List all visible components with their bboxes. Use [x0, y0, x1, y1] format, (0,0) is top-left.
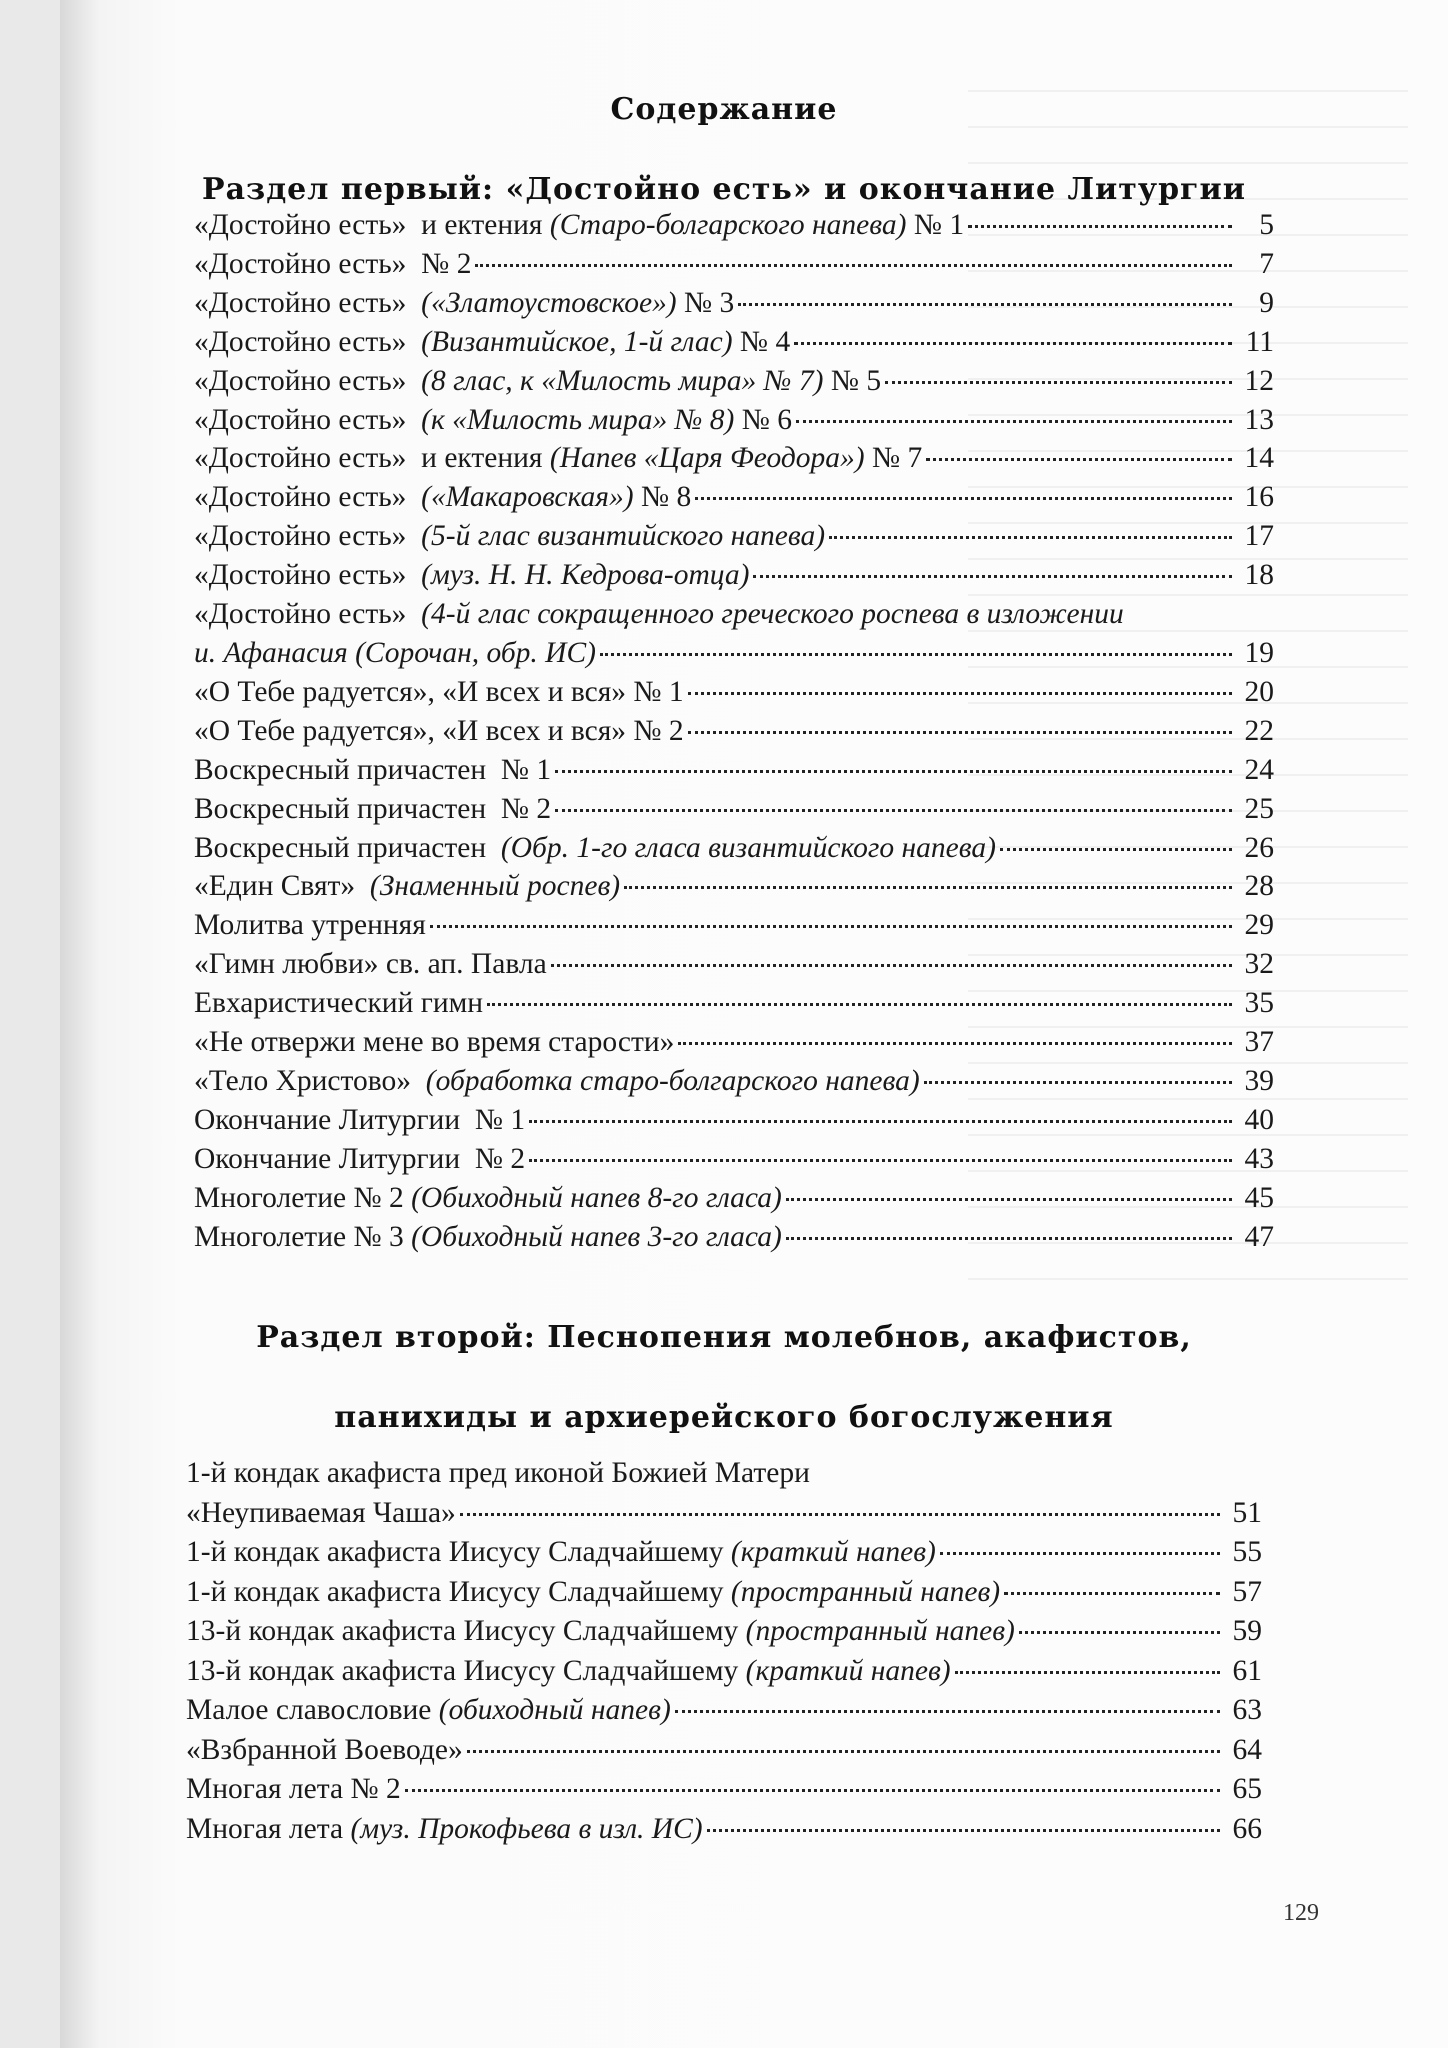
toc-entry	[186, 1731, 1262, 1771]
toc-entry-italic: (Знаменный роспев)	[369, 870, 621, 903]
toc-entry-page: 63	[1232, 1694, 1262, 1726]
section-2-heading-line-2: панихиды и архиерейского богослужения	[334, 1400, 1114, 1435]
toc-entry	[194, 790, 1274, 829]
toc-entry-text: Молитва утренняя	[194, 909, 426, 942]
toc-entry-title	[186, 1770, 401, 1810]
dot-leader	[1004, 1591, 1220, 1595]
toc-entry-page: 29	[1244, 909, 1274, 942]
toc-entry-italic: и. Афанасия (Сорочан, обр. ИС)	[194, 636, 596, 669]
toc-entry-page: 61	[1232, 1654, 1262, 1687]
dot-leader	[753, 574, 1232, 578]
toc-entry-page: 64	[1232, 1733, 1262, 1766]
dot-leader	[707, 1828, 1220, 1832]
dot-leader	[885, 380, 1232, 384]
toc-entry-page: 35	[1244, 987, 1274, 1020]
toc-entry-text: «Един Свят»	[194, 870, 370, 903]
dot-leader	[675, 1709, 1220, 1713]
toc-entry	[186, 1810, 1262, 1850]
toc-entry	[194, 556, 1274, 595]
toc-entry-italic: (обработка старо-болгарского напева)	[425, 1064, 920, 1097]
toc-entry-title	[186, 1454, 810, 1494]
toc-entry-title	[186, 1691, 671, 1731]
toc-entry-page: 43	[1244, 1142, 1274, 1175]
toc-entry-italic: (краткий напев)	[730, 1536, 936, 1568]
toc-entry-title	[194, 245, 471, 284]
toc-entry	[186, 1612, 1262, 1652]
toc-entry-text: «Не отвержи мене во время старости»	[194, 1026, 675, 1059]
page-number: 129	[1283, 1900, 1319, 1926]
toc-entry-text: «О Тебе радуется», «И всех и вся» № 1	[194, 675, 684, 708]
toc-entry-title	[194, 790, 551, 829]
toc-entry-text: «Неупиваемая Чаша»	[186, 1496, 456, 1529]
toc-entry-page: 51	[1232, 1496, 1262, 1529]
toc-entry-title	[194, 439, 922, 478]
toc-entry	[186, 1652, 1262, 1692]
toc-entry-italic: (Напев «Царя Феодора»)	[549, 442, 865, 475]
toc-entry-title	[194, 1179, 782, 1218]
toc-entry	[194, 323, 1274, 362]
toc-entry-title	[194, 323, 790, 362]
toc-entry-title	[186, 1573, 1000, 1613]
toc-entry-page: 26	[1244, 831, 1274, 864]
toc-entry-title	[186, 1494, 456, 1534]
toc-entry-number: № 3	[676, 286, 735, 319]
toc-entry-italic: («Макаровская»)	[421, 481, 634, 514]
toc-entry-text: «Достойно есть»	[194, 403, 422, 436]
toc-entry-title	[194, 1218, 782, 1257]
toc-entry-title	[194, 906, 426, 945]
toc-entry-page: 16	[1244, 481, 1274, 514]
dot-leader	[405, 1788, 1220, 1792]
toc-entry-text: 13-й кондак акафиста Иисусу Сладчайшему	[186, 1615, 746, 1647]
toc-entry-page: 66	[1232, 1812, 1262, 1845]
toc-entry	[194, 1179, 1274, 1218]
toc-entry-italic: (Обиходный напев 8-го гласа)	[411, 1181, 782, 1214]
toc-entry-page: 13	[1244, 403, 1274, 436]
toc-entry	[194, 1062, 1274, 1101]
toc-entry	[194, 829, 1274, 868]
section-1-toc	[194, 206, 1274, 1256]
toc-entry	[186, 1691, 1262, 1731]
dot-leader	[695, 496, 1232, 500]
toc-entry-text: 1-й кондак акафиста Иисусу Сладчайшему	[186, 1575, 731, 1608]
toc-entry	[194, 1218, 1274, 1257]
dot-leader	[968, 224, 1232, 228]
dot-leader	[1019, 1630, 1220, 1634]
toc-entry-title	[194, 206, 964, 245]
toc-entry-title	[186, 1810, 703, 1850]
toc-entry-italic: (Старо-болгарского напева)	[549, 209, 907, 241]
toc-entry	[194, 245, 1274, 284]
toc-entry-page: 5	[1259, 209, 1274, 241]
toc-entry-italic: (краткий напев)	[745, 1654, 951, 1687]
toc-entry-text: Воскресный причастен № 1	[194, 753, 552, 786]
toc-entry-title	[194, 1062, 920, 1101]
toc-entry-page: 55	[1232, 1536, 1262, 1568]
toc-entry	[194, 401, 1274, 440]
toc-entry	[186, 1454, 1262, 1494]
toc-entry-page: 45	[1244, 1181, 1274, 1214]
dot-leader	[786, 1197, 1232, 1201]
toc-entry	[194, 634, 1274, 673]
section-2-heading-line-1: Раздел второй: Песнопения молебнов, акафистов,	[256, 1320, 1192, 1355]
toc-entry	[194, 867, 1274, 906]
toc-entry-text: Окончание Литургии № 2	[194, 1142, 526, 1175]
toc-entry-title	[186, 1533, 936, 1573]
toc-entry-number: № 1	[906, 209, 965, 241]
toc-entry-page: 17	[1244, 520, 1274, 553]
dot-leader	[529, 1158, 1232, 1162]
toc-entry-title	[194, 1101, 525, 1140]
toc-entry-italic: (Обиходный напев 3-го гласа)	[411, 1220, 782, 1253]
toc-entry-page: 39	[1244, 1064, 1274, 1097]
toc-entry	[194, 751, 1274, 790]
toc-entry-page: 24	[1244, 753, 1274, 786]
dot-leader	[738, 302, 1232, 306]
toc-entry-text: Воскресный причастен № 2	[194, 792, 552, 825]
toc-entry-text: «Достойно есть» № 2	[194, 247, 472, 280]
toc-entry-page: 20	[1244, 675, 1274, 708]
toc-entry-page: 37	[1244, 1026, 1274, 1059]
toc-entry-title	[194, 1023, 674, 1062]
toc-entry-text: Многолетие № 3	[194, 1220, 412, 1253]
toc-entry	[194, 595, 1274, 634]
toc-entry-number: № 7	[864, 442, 923, 475]
toc-entry-text: «Гимн любви» св. ап. Павла	[194, 948, 547, 981]
toc-entry-page: 32	[1244, 948, 1274, 981]
dot-leader	[555, 808, 1232, 812]
toc-entry-text: 1-й кондак акафиста Иисусу Сладчайшему	[186, 1536, 731, 1568]
section-2-toc	[186, 1454, 1262, 1849]
toc-entry-title	[194, 595, 1124, 634]
toc-entry-number: № 4	[732, 325, 791, 358]
toc-entry	[194, 1101, 1274, 1140]
toc-entry-page: 28	[1244, 870, 1274, 903]
toc-entry-italic: (4-й глас сокращенного греческого роспева в изложении	[421, 598, 1124, 631]
toc-entry	[194, 712, 1274, 751]
dot-leader	[955, 1670, 1220, 1674]
toc-entry-text: «О Тебе радуется», «И всех и вся» № 2	[194, 714, 684, 747]
toc-entry-title	[186, 1652, 951, 1692]
toc-entry-title	[194, 945, 547, 984]
dot-leader	[796, 419, 1232, 423]
dot-leader	[678, 1041, 1232, 1045]
toc-entry-text: «Достойно есть» и ектения	[194, 442, 550, 475]
toc-entry	[194, 362, 1274, 401]
toc-entry-text: «Достойно есть»	[194, 325, 422, 358]
dot-leader	[688, 730, 1232, 734]
toc-entry-italic: («Златоустовское»)	[421, 286, 677, 319]
toc-entry	[194, 439, 1274, 478]
toc-entry	[194, 284, 1274, 323]
toc-entry-page: 25	[1244, 792, 1274, 825]
toc-entry	[194, 1140, 1274, 1179]
toc-entry-italic: (8 глас, к «Милость мира» № 7)	[421, 364, 824, 397]
dot-leader	[551, 963, 1232, 967]
toc-entry-number: № 5	[823, 364, 882, 397]
toc-entry	[194, 206, 1274, 245]
toc-entry-page: 12	[1244, 364, 1274, 397]
toc-entry-text: Многая лета	[186, 1812, 351, 1845]
toc-entry-text: «Достойно есть»	[194, 598, 422, 631]
toc-entry-number: № 6	[734, 403, 793, 436]
dot-leader	[555, 769, 1232, 773]
toc-entry-italic: (пространный напев)	[730, 1575, 1001, 1608]
toc-entry-title	[194, 984, 483, 1023]
dot-leader	[688, 691, 1232, 695]
toc-entry-page: 40	[1244, 1103, 1274, 1136]
toc-entry-italic: (Обр. 1-го гласа византийского напева)	[500, 831, 996, 864]
toc-entry-text: «Достойно есть»	[194, 520, 422, 553]
toc-entry-title	[194, 634, 596, 673]
toc-entry-title	[194, 829, 996, 868]
dot-leader	[600, 652, 1232, 656]
toc-entry-title	[186, 1612, 1015, 1652]
toc-entry-page: 59	[1232, 1615, 1262, 1647]
toc-entry-italic: (5-й глас византийского напева)	[421, 520, 826, 553]
toc-entry	[194, 673, 1274, 712]
toc-entry-title	[194, 712, 684, 751]
toc-entry-text: 1-й кондак акафиста пред иконой Божией Матери	[186, 1457, 810, 1489]
dot-leader	[829, 535, 1232, 539]
toc-entry-text: «Достойно есть» и ектения	[194, 209, 550, 241]
dot-leader	[487, 1002, 1232, 1006]
toc-entry-title	[194, 751, 551, 790]
toc-entry-text: Многая лета № 2	[186, 1773, 401, 1805]
toc-entry	[194, 1023, 1274, 1062]
toc-entry-text: Многолетие № 2	[194, 1181, 412, 1214]
dot-leader	[624, 885, 1232, 889]
toc-entry-text: «Достойно есть»	[194, 364, 422, 397]
toc-entry-title	[194, 284, 734, 323]
dot-leader	[924, 1080, 1232, 1084]
toc-entry	[186, 1533, 1262, 1573]
toc-entry-page: 19	[1244, 636, 1274, 669]
toc-entry	[186, 1573, 1262, 1613]
toc-entry	[194, 945, 1274, 984]
toc-entry-text: «Достойно есть»	[194, 559, 422, 592]
toc-entry-page: 11	[1245, 325, 1274, 358]
toc-entry-title	[194, 478, 691, 517]
toc-entry-text: «Достойно есть»	[194, 481, 422, 514]
dot-leader	[1000, 847, 1232, 851]
toc-entry-italic: (муз. Н. Н. Кедрова-отца)	[421, 559, 750, 592]
toc-entry-italic: (к «Милость мира» № 8)	[421, 403, 735, 436]
toc-entry-text: Малое славословие	[186, 1694, 439, 1726]
toc-entry-text: Окончание Литургии № 1	[194, 1103, 526, 1136]
toc-entry-text: «Тело Христово»	[194, 1064, 426, 1097]
dot-leader	[460, 1512, 1220, 1516]
toc-entry-title	[194, 517, 825, 556]
toc-entry-title	[194, 867, 620, 906]
toc-entry-page: 9	[1259, 286, 1274, 319]
dot-leader	[430, 924, 1232, 928]
toc-entry-title	[194, 673, 684, 712]
toc-entry-title	[194, 401, 792, 440]
toc-entry-italic: (муз. Прокофьева в изл. ИС)	[350, 1812, 703, 1845]
toc-entry-page: 57	[1232, 1575, 1262, 1608]
toc-entry-page: 14	[1244, 442, 1274, 475]
toc-entry-italic: (пространный напев)	[745, 1615, 1015, 1647]
dot-leader	[926, 457, 1232, 461]
toc-entry-text: «Достойно есть»	[194, 286, 422, 319]
toc-entry-text: Евхаристический гимн	[194, 987, 484, 1020]
toc-entry-italic: (Византийское, 1-й глас)	[421, 325, 733, 358]
toc-entry-number: № 8	[633, 481, 692, 514]
toc-entry-page: 7	[1259, 247, 1274, 280]
toc-entry-text: Воскресный причастен	[194, 831, 501, 864]
page-title: Содержание	[610, 92, 838, 127]
dot-leader	[940, 1551, 1220, 1555]
toc-entry-title	[194, 362, 881, 401]
toc-entry-page: 47	[1244, 1220, 1274, 1253]
dot-leader	[794, 341, 1232, 345]
dot-leader	[475, 263, 1232, 267]
toc-entry	[186, 1494, 1262, 1534]
toc-entry-page: 18	[1244, 559, 1274, 592]
toc-entry-italic: (обиходный напев)	[438, 1694, 671, 1726]
toc-entry-text: 13-й кондак акафиста Иисусу Сладчайшему	[186, 1654, 746, 1687]
toc-entry-text: «Взбранной Воеводе»	[186, 1733, 463, 1766]
toc-entry-title	[186, 1731, 463, 1771]
dot-leader	[467, 1749, 1220, 1753]
dot-leader	[529, 1119, 1232, 1123]
toc-entry-page: 22	[1244, 714, 1274, 747]
section-1-heading: Раздел первый: «Достойно есть» и окончание Литургии	[202, 172, 1246, 207]
toc-entry	[194, 906, 1274, 945]
toc-entry	[194, 517, 1274, 556]
toc-entry-title	[194, 1140, 525, 1179]
toc-entry	[186, 1770, 1262, 1810]
toc-entry-page: 65	[1232, 1773, 1262, 1805]
dot-leader	[786, 1236, 1232, 1240]
toc-entry	[194, 478, 1274, 517]
toc-entry	[194, 984, 1274, 1023]
toc-entry-title	[194, 556, 749, 595]
